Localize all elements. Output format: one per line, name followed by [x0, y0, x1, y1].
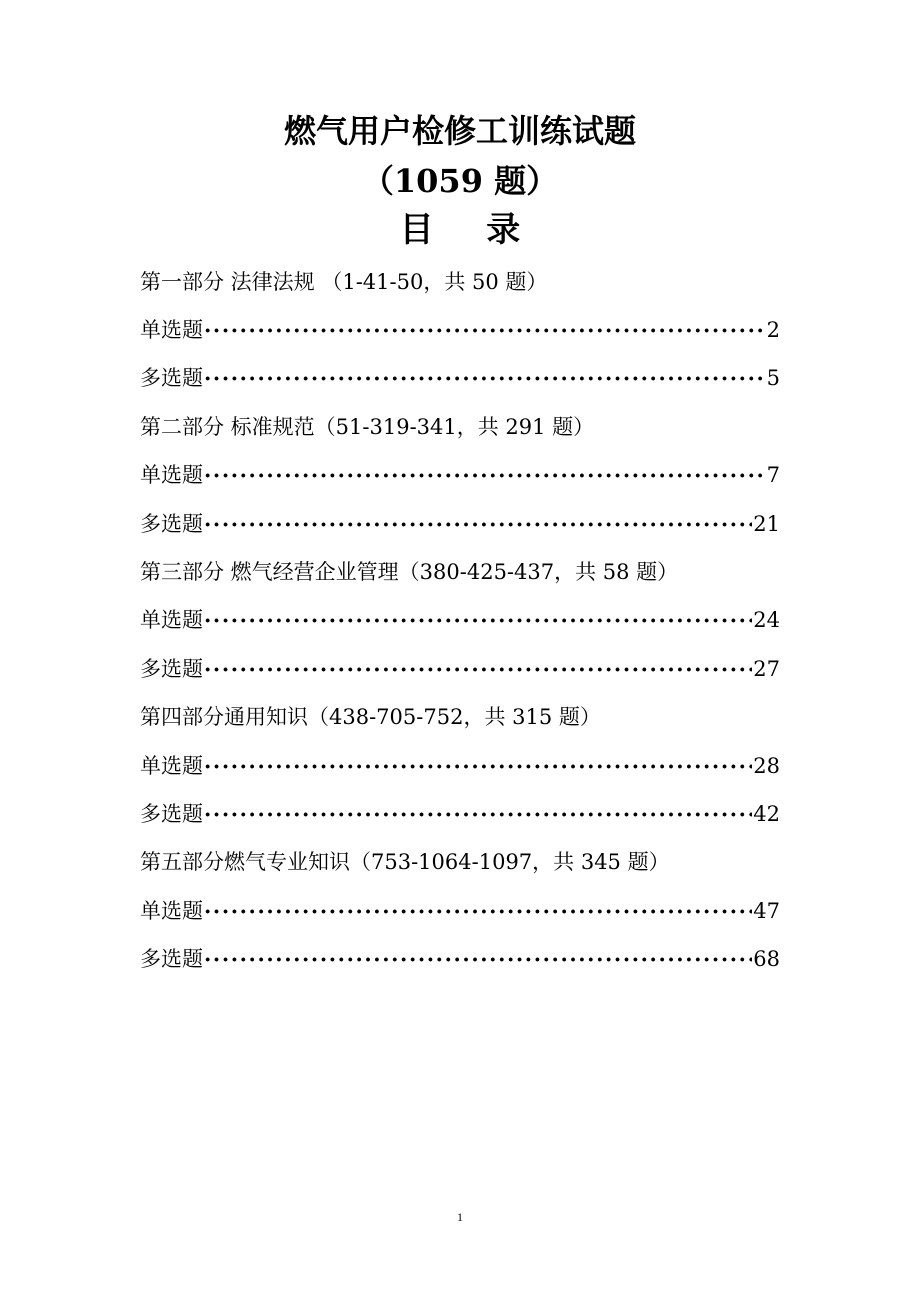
- toc-section-label: 第二部分 标准规范（51-319-341，共 291 题）: [140, 414, 595, 439]
- dot-leader: [204, 901, 752, 922]
- toc-entry[interactable]: [140, 355, 780, 403]
- toc-entry[interactable]: [140, 790, 780, 838]
- dot-leader: [204, 659, 752, 680]
- toc-entry[interactable]: [140, 597, 780, 645]
- dot-leader: [204, 514, 752, 535]
- toc-section[interactable]: [140, 839, 780, 887]
- toc-page-number: 42: [753, 801, 780, 826]
- toc-page-number: 5: [766, 366, 780, 391]
- toc-section[interactable]: [140, 258, 780, 306]
- toc-page-number: 2: [766, 318, 780, 343]
- toc-section[interactable]: [140, 548, 780, 596]
- toc-entry-label: 单选题: [140, 463, 203, 488]
- toc-entry-label: 单选题: [140, 608, 203, 633]
- toc-section-label: 第四部分通用知识（438-705-752，共 315 题）: [140, 705, 601, 730]
- toc-page-number: 24: [753, 608, 780, 633]
- toc-section-label: 第一部分 法律法规 （1-41-50，共 50 题）: [140, 269, 548, 294]
- table-of-contents: [140, 258, 780, 984]
- toc-section[interactable]: [140, 694, 780, 742]
- dot-leader: [204, 756, 752, 777]
- toc-entry-label: 多选题: [140, 947, 203, 972]
- question-count: （1059 题）: [361, 162, 559, 200]
- toc-page-number: 68: [753, 947, 780, 972]
- toc-page-number: 47: [753, 898, 780, 923]
- toc-entry-label: 多选题: [140, 511, 203, 536]
- toc-entry-label: 单选题: [140, 753, 203, 778]
- dot-leader: [204, 368, 766, 389]
- toc-section-label: 第五部分燃气专业知识（753-1064-1097，共 345 题）: [140, 850, 670, 875]
- toc-entry-label: 多选题: [140, 656, 203, 681]
- toc-entry-label: 多选题: [140, 801, 203, 826]
- toc-page-number: 28: [753, 753, 780, 778]
- toc-page-number: 21: [753, 511, 780, 536]
- toc-entry[interactable]: [140, 306, 780, 354]
- toc-entry-label: 多选题: [140, 366, 203, 391]
- dot-leader: [204, 320, 766, 341]
- toc-section-label: 第三部分 燃气经营企业管理（380-425-437，共 58 题）: [140, 560, 679, 585]
- toc-entry[interactable]: [140, 742, 780, 790]
- toc-section[interactable]: [140, 403, 780, 451]
- toc-heading: 目 录: [399, 210, 541, 250]
- toc-entry[interactable]: [140, 645, 780, 693]
- toc-entry[interactable]: [140, 500, 780, 548]
- toc-entry-label: 单选题: [140, 898, 203, 923]
- dot-leader: [204, 949, 752, 970]
- dot-leader: [204, 610, 752, 631]
- dot-leader: [204, 804, 752, 825]
- dot-leader: [204, 465, 766, 486]
- toc-entry[interactable]: [140, 452, 780, 500]
- toc-page-number: 7: [766, 463, 780, 488]
- page-number: 1: [457, 1210, 463, 1224]
- toc-entry[interactable]: [140, 887, 780, 935]
- toc-entry[interactable]: [140, 935, 780, 983]
- document-title: 燃气用户检修工训练试题: [283, 112, 636, 150]
- toc-entry-label: 单选题: [140, 318, 203, 343]
- toc-page-number: 27: [753, 656, 780, 681]
